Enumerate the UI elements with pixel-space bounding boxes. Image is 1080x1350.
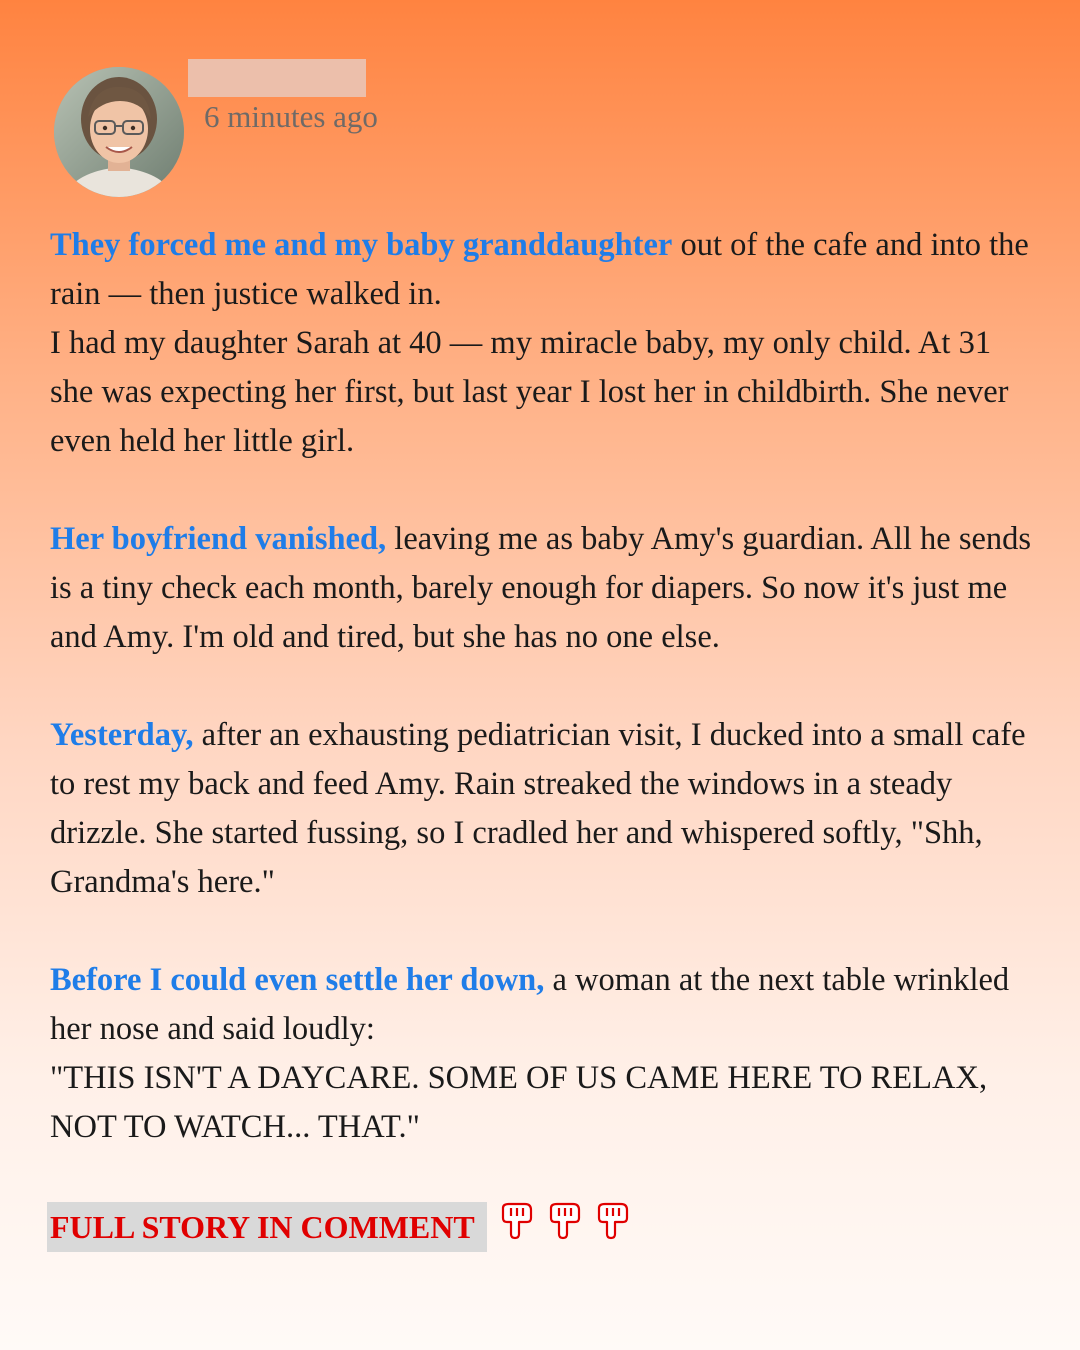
avatar[interactable] (54, 67, 184, 197)
story-text: out of the cafe and into the rain — then justice walked in. (50, 227, 1029, 312)
redacted-author-name (188, 59, 366, 97)
full-story-cta[interactable]: FULL STORY IN COMMENT (47, 1202, 487, 1252)
post-timestamp: 6 minutes ago (204, 99, 378, 134)
story-highlight: Yesterday, (50, 717, 194, 753)
pointing-down-hand-icon (545, 1200, 585, 1240)
story-body (50, 221, 1040, 1152)
story-highlight: Before I could even settle her down, (50, 962, 545, 998)
story-text: "THIS ISN'T A DAYCARE. SOME OF US CAME HERE TO RELAX, NOT TO WATCH... THAT." (50, 1060, 988, 1145)
story-paragraph (50, 221, 1040, 466)
pointing-down-hand-icon (497, 1200, 537, 1240)
story-paragraph (50, 711, 1040, 907)
story-text: a woman at the next table wrinkled her nose and said loudly: (50, 962, 1010, 1047)
story-paragraph (50, 956, 1040, 1152)
story-text: leaving me as baby Amy's guardian. All he sends is a tiny check each month, barely enough for diapers. So now it's just me and Amy. I'm old and tired, but she has no one else. (50, 521, 1032, 655)
story-highlight: They forced me and my baby granddaughter (50, 227, 673, 263)
cta-row (47, 1202, 633, 1252)
pointing-down-hand-icon (593, 1200, 633, 1240)
story-highlight: Her boyfriend vanished, (50, 521, 387, 557)
pointing-hands (489, 1214, 633, 1240)
story-paragraph (50, 515, 1040, 662)
story-text: after an exhausting pediatrician visit, I ducked into a small cafe to rest my back and feed Amy. Rain streaked the windows in a steady drizzle. She started fussing, so I cradled her and whispered softly, "Shh, Grandma's here." (50, 717, 1026, 900)
story-text: I had my daughter Sarah at 40 — my miracle baby, my only child. At 31 she was expecting her first, but last year I lost her in childbirth. She never even held her little girl. (50, 325, 1009, 459)
